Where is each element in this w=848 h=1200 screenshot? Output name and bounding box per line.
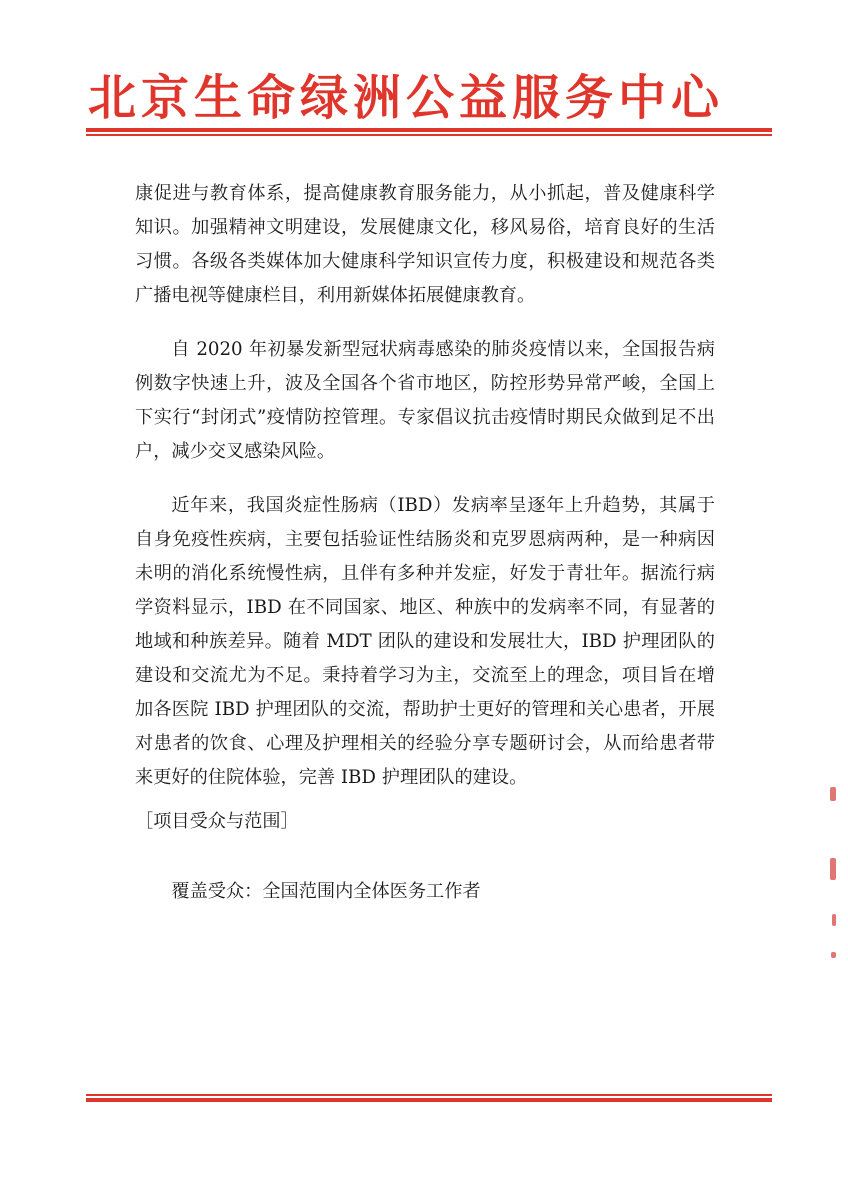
- paragraph-covid: 自 2020 年初暴发新型冠状病毒感染的肺炎疫情以来，全国报告病例数字快速上升，波及全国各个省市地区，防控形势异常严峻，全国上下实行“封闭式”疫情防控管理。专家倡议抗击疫情时期民众做到足不出户，减少交叉感染风险。: [135, 339, 715, 462]
- seal-edge-mark: [830, 787, 836, 801]
- footer-divider-thin: [86, 1094, 772, 1096]
- footer-divider: [86, 1094, 772, 1102]
- letterhead-title: 北京生命绿洲公益服务中心: [88, 70, 725, 126]
- document-body: [135, 177, 715, 909]
- header-divider-thick: [86, 128, 772, 132]
- footer-divider-thick: [86, 1098, 772, 1102]
- seal-edge-mark: [830, 858, 836, 880]
- section-heading-audience: ［项目受众与范围］: [135, 811, 299, 832]
- paragraph-ibd: 近年来，我国炎症性肠病（IBD）发病率呈逐年上升趋势，其属于自身免疫性疾病，主要包括验证性结肠炎和克罗恩病两种，是一种病因未明的消化系统慢性病，且伴有多种并发症，好发于青壮年。据流行病学资料显示，IBD 在不同国家、地区、种族中的发病率不同，有显著的地域和种族差异。随着 MDT 团队的建设和发展壮大，IBD 护理团队的建设和交流尤为不足。秉持着学习为主，交流至上的理念，项目旨在增加各医院 IBD 护理团队的交流，帮助护士更好的管理和关心患者，开展对患者的饮食、心理及护理相关的经验分享专题研讨会，从而给患者带来更好的住院体验，完善 IBD 护理团队的建设。: [135, 495, 715, 788]
- header-divider: [86, 128, 772, 136]
- seal-edge-mark: [832, 914, 836, 926]
- paragraph-health-education: 康促进与教育体系，提高健康教育服务能力，从小抓起，普及健康科学知识。加强精神文明建设，发展健康文化，移风易俗，培育良好的生活习惯。各级各类媒体加大健康科学知识宣传力度，积极建设和规范各类广播电视等健康栏目，利用新媒体拓展健康教育。: [135, 183, 715, 306]
- audience-statement: 覆盖受众：全国范围内全体医务工作者: [171, 881, 481, 902]
- header-divider-thin: [86, 134, 772, 136]
- seal-edge-mark: [831, 952, 836, 958]
